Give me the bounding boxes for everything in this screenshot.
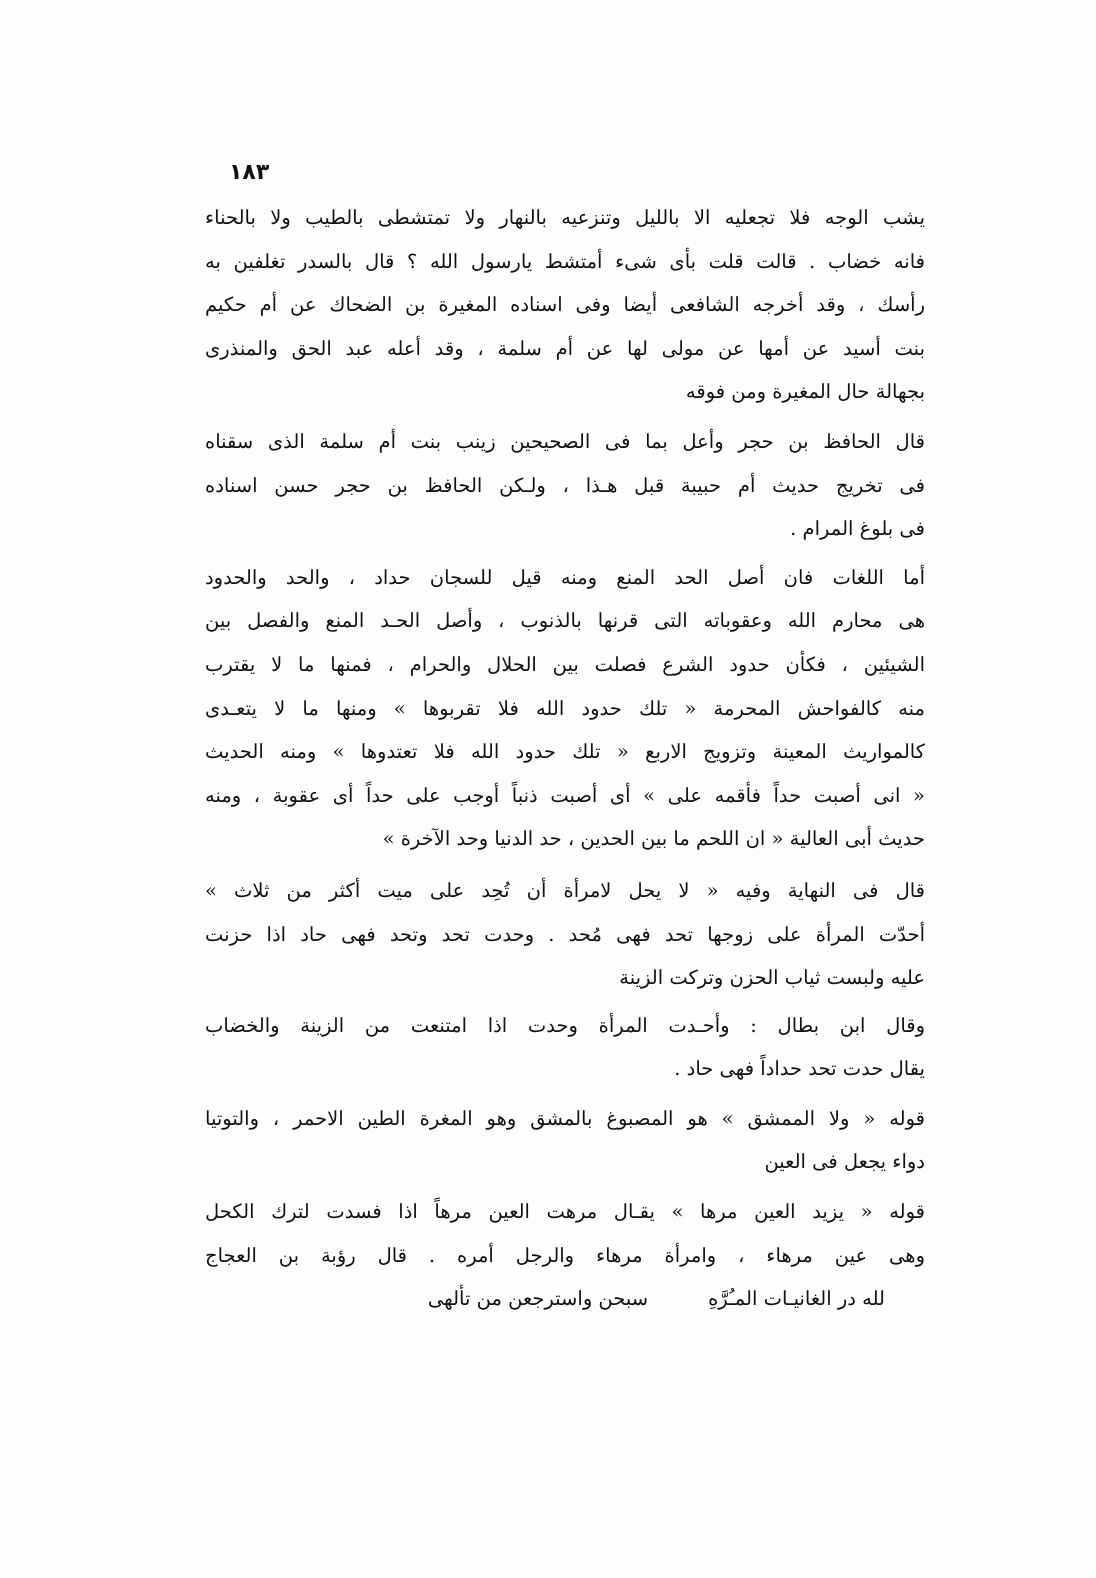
text-line: فانه خضاب . قالت قلت بأى شىء أمتشط يارسول الله ؟ قال بالسدر تغلفين به xyxy=(205,249,925,273)
text-line: الشيئين ، فكأن حدود الشرع فصلت بين الحلال والحرام ، فمنها ما لا يقترب xyxy=(205,652,925,676)
poem-hemistich-2: سبحن واسترجعن من تألهى xyxy=(427,1287,649,1311)
paragraph-2 xyxy=(205,420,925,551)
text-line: قال الحافظ بن حجر وأعل بما فى الصحيحين زينب بنت أم سلمة الذى سقناه xyxy=(205,429,925,453)
text-line: يشب الوجه فلا تجعليه الا بالليل وتنزعيه بالنهار ولا تمتشطى بالطيب ولا بالحناء xyxy=(205,206,925,229)
text-line: بنت أسيد عن أمها عن مولى لها عن أم سلمة ، وقد أعله عبد الحق والمنذرى xyxy=(205,336,925,360)
text-line: منه كالفواحش المحرمة « تلك حدود الله فلا تقربوها » ومنها ما لا يتعـدى xyxy=(205,696,925,720)
paragraph-5 xyxy=(205,1004,925,1091)
text-line: وهى عين مرهاء ، وامرأة مرهاء والرجل أمره . قال رؤبة بن العجاج xyxy=(205,1243,925,1267)
text-line: أما اللغات فان أصل الحد المنع ومنه قيل للسجان حداد ، والحد والحدود xyxy=(205,565,925,589)
text-line: رأسك ، وقد أخرجه الشافعى أيضا وفى اسناده المغيرة بن الضحاك عن أم حكيم xyxy=(205,293,925,317)
text-line: دواء يجعل فى العين xyxy=(764,1150,925,1174)
text-line: فى تخريج حديث أم حبيبة قبل هـذا ، ولـكن الحافظ بن حجر حسن اسناده xyxy=(205,473,925,497)
paragraph-6 xyxy=(205,1097,925,1184)
poem-verse xyxy=(205,1277,925,1321)
text-line: وقال ابن بطال : وأحـدت المرأة وحدت اذا امتنعت من الزينة والخضاب xyxy=(205,1013,925,1037)
text-line: أحدّت المرأة على زوجها تحد فهى مُحد . وحدت تحد وتحد فهى حاد اذا حزنت xyxy=(205,922,925,946)
body-text xyxy=(205,196,925,1321)
text-line: قوله « يزيد العين مرها » يقـال مرهت العين مرهاً اذا فسدت لترك الكحل xyxy=(205,1200,925,1224)
text-line: قوله « ولا الممشق » هو المصبوغ بالمشق وهو المغرة الطين الاحمر ، والتوتيا xyxy=(205,1106,925,1130)
page-number: ١٨٣ xyxy=(229,160,270,185)
text-line: بجهالة حال المغيرة ومن فوقه xyxy=(685,380,925,404)
paragraph-1 xyxy=(205,196,925,414)
paragraph-4 xyxy=(205,869,925,1000)
paragraph-7 xyxy=(205,1190,925,1277)
text-line: حديث أبى العالية « ان اللحم ما بين الحدين ، حد الدنيا وحد الآخرة » xyxy=(382,827,925,851)
paragraph-3 xyxy=(205,556,925,861)
text-line: كالمواريث المعينة وتزويج الاربع « تلك حدود الله فلا تعتدوها » ومنه الحديث xyxy=(205,740,925,764)
text-line: قال فى النهاية وفيه « لا يحل لامرأة أن تُحِد على ميت أكثر من ثلاث » xyxy=(205,878,925,902)
poem-hemistich-1: لله در الغانيـات المـُرَّهِ xyxy=(708,1287,885,1311)
text-line: عليه ولبست ثياب الحزن وتركت الزينة xyxy=(619,966,925,990)
text-line: هى محارم الله وعقوباته التى قرنها بالذنوب ، وأصل الحـد المنع والفصل بين xyxy=(205,609,925,633)
text-line: فى بلوغ المرام . xyxy=(790,517,925,541)
text-line: « انى أصبت حداً فأقمه على » أى أصبت ذنباً أوجب على حداً أى عقوبة ، ومنه xyxy=(205,783,925,807)
text-line: يقال حدت تحد حداداً فهى حاد . xyxy=(674,1057,925,1081)
